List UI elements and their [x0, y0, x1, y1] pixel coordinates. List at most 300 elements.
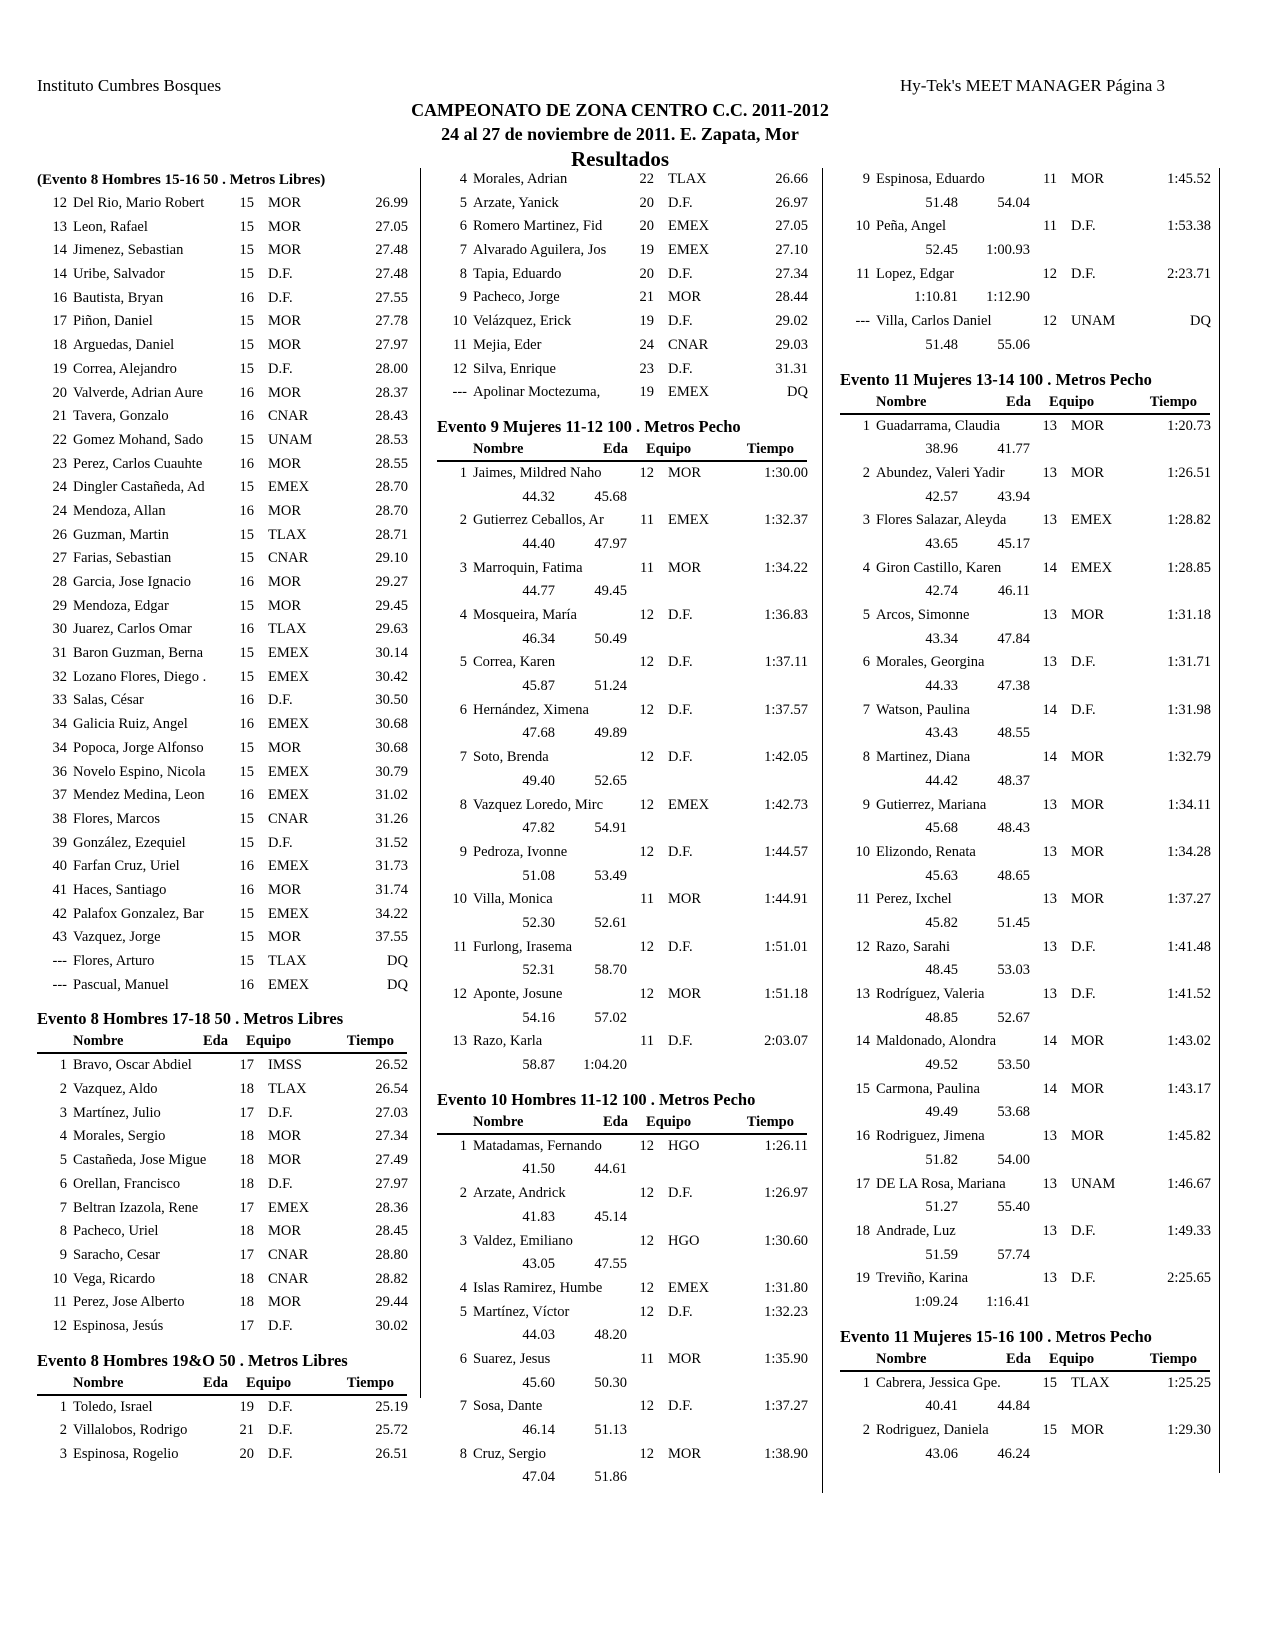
final-time: 29.63	[375, 621, 408, 638]
place: 5	[459, 1303, 467, 1320]
age: 18	[239, 1152, 254, 1169]
column-header-age: Eda	[203, 1374, 228, 1391]
split-time-100: 54.04	[997, 194, 1030, 211]
final-time: 28.55	[375, 455, 408, 472]
split-time-50: 51.48	[925, 336, 958, 353]
result-row	[437, 286, 807, 310]
swimmer-name: Jaimes, Mildred Naho	[473, 464, 602, 481]
split-time-50: 47.82	[522, 820, 555, 837]
split-time-50: 43.05	[522, 1256, 555, 1273]
place: 9	[59, 1246, 67, 1263]
split-time-50: 43.65	[925, 535, 958, 552]
age: 17	[239, 1317, 254, 1334]
swimmer-name: Valverde, Adrian Aure	[73, 384, 204, 401]
split-times-row	[840, 1149, 1210, 1173]
place: 7	[59, 1199, 67, 1216]
final-time: 29.02	[775, 313, 808, 330]
final-time: 1:37.27	[764, 1398, 808, 1415]
final-time: 1:46.67	[1167, 1175, 1211, 1192]
result-row	[37, 547, 407, 571]
split-time-50: 49.40	[522, 772, 555, 789]
team: EMEX	[268, 763, 310, 780]
split-times-row	[840, 1443, 1210, 1467]
place: 9	[459, 843, 467, 860]
place: ---	[452, 384, 467, 401]
team: TLAX	[268, 1081, 307, 1098]
age: 16	[239, 692, 254, 709]
swimmer-name: Pacheco, Jorge	[473, 289, 560, 306]
result-row	[37, 216, 407, 240]
place: 7	[459, 242, 467, 259]
age: 12	[639, 607, 654, 623]
split-times-row	[840, 1007, 1210, 1031]
age: 16	[239, 455, 254, 472]
swimmer-name: Apolinar Moctezuma,	[473, 384, 601, 401]
final-time: 30.79	[375, 763, 408, 780]
swimmer-name: Tavera, Gonzalo	[73, 408, 169, 425]
place: 16	[855, 1128, 870, 1145]
result-row	[37, 689, 407, 713]
final-time: 27.05	[775, 218, 808, 235]
place: 26	[52, 526, 67, 543]
place: 18	[855, 1222, 870, 1239]
place: 4	[459, 1279, 467, 1296]
result-row	[437, 168, 807, 192]
result-row	[437, 215, 807, 239]
team: D.F.	[668, 1398, 693, 1415]
team: EMEX	[268, 1199, 310, 1216]
final-time: 2:23.71	[1167, 265, 1211, 282]
result-row	[437, 192, 807, 216]
swimmer-name: Peña, Angel	[876, 218, 947, 235]
age: 13	[1042, 607, 1057, 623]
final-time: 1:37.11	[764, 654, 808, 671]
swimmer-name: Soto, Brenda	[473, 749, 549, 766]
place: 11	[856, 891, 870, 908]
split-time-50: 42.57	[925, 488, 958, 505]
result-row	[437, 794, 807, 818]
final-time: 28.82	[375, 1270, 408, 1287]
swimmer-name: Correa, Alejandro	[73, 360, 177, 377]
result-row	[840, 699, 1210, 723]
team: D.F.	[268, 834, 293, 851]
result-row	[437, 888, 807, 912]
event-title: Evento 11 Mujeres 13-14 100 . Metros Pecho	[840, 369, 1152, 389]
swimmer-name: DE LA Rosa, Mariana	[876, 1175, 1006, 1192]
result-row	[840, 462, 1210, 486]
split-times-row	[840, 334, 1210, 358]
result-row	[37, 192, 407, 216]
result-row	[37, 1291, 407, 1315]
result-row	[840, 794, 1210, 818]
team: TLAX	[268, 621, 307, 638]
team: D.F.	[268, 692, 293, 709]
event-title: Evento 8 Hombres 19&O 50 . Metros Libres	[37, 1350, 348, 1370]
age: 16	[239, 289, 254, 306]
final-time: 1:25.25	[1167, 1374, 1211, 1391]
split-time-50: 43.06	[925, 1445, 958, 1462]
swimmer-name: Gutierrez, Mariana	[876, 796, 987, 813]
result-row	[37, 950, 407, 974]
team: UNAM	[268, 431, 313, 448]
result-row	[37, 1419, 407, 1443]
final-time: 30.02	[375, 1317, 408, 1334]
result-row	[37, 1078, 407, 1102]
final-time: 27.97	[375, 1175, 408, 1192]
split-time-100: 54.91	[594, 820, 627, 837]
result-row	[37, 239, 407, 263]
age: 18	[239, 1175, 254, 1192]
team: MOR	[268, 1223, 302, 1240]
split-time-100: 49.89	[594, 725, 627, 742]
final-time: 1:43.02	[1167, 1033, 1211, 1050]
split-time-100: 1:16.41	[986, 1293, 1030, 1310]
split-times-row	[437, 628, 807, 652]
place: 3	[459, 1232, 467, 1249]
place: 10	[452, 891, 467, 908]
swimmer-name: Morales, Sergio	[73, 1128, 166, 1145]
swimmer-name: Martínez, Julio	[73, 1104, 161, 1121]
age: 16	[239, 976, 254, 993]
age: 15	[239, 834, 254, 851]
place: ---	[855, 313, 870, 330]
team: D.F.	[668, 654, 693, 671]
final-time: 31.02	[375, 787, 408, 804]
result-row	[37, 1220, 407, 1244]
split-times-row	[840, 1395, 1210, 1419]
age: 22	[639, 171, 654, 187]
final-time: 28.45	[375, 1223, 408, 1240]
split-times-row	[840, 486, 1210, 510]
final-time: 27.55	[375, 289, 408, 306]
final-time: 1:31.71	[1167, 654, 1211, 671]
swimmer-name: Farfan Cruz, Uriel	[73, 858, 180, 875]
place: 28	[52, 574, 67, 590]
place: 11	[856, 265, 870, 282]
split-times-row	[437, 1372, 807, 1396]
age: 15	[239, 218, 254, 235]
swimmer-name: Villa, Carlos Daniel	[876, 313, 992, 330]
swimmer-name: Espinosa, Rogelio	[73, 1446, 179, 1462]
split-time-100: 46.11	[997, 583, 1030, 600]
age: 13	[1042, 843, 1057, 860]
result-row	[437, 1230, 807, 1254]
result-row	[437, 381, 807, 405]
final-time: 28.70	[375, 502, 408, 519]
column-header-time: Tiempo	[746, 440, 794, 457]
split-time-50: 44.42	[925, 772, 958, 789]
age: 11	[1043, 218, 1057, 235]
team: EMEX	[268, 645, 310, 662]
age: 12	[639, 1137, 654, 1154]
team: D.F.	[668, 749, 693, 766]
result-row	[37, 358, 407, 382]
result-row	[840, 1419, 1210, 1443]
swimmer-name: Garcia, Jose Ignacio	[73, 574, 191, 590]
age: 17	[239, 1104, 254, 1121]
team: MOR	[268, 313, 302, 330]
result-row	[37, 1244, 407, 1268]
place: 14	[52, 242, 67, 259]
age: 21	[239, 1422, 254, 1439]
team: D.F.	[268, 1175, 293, 1192]
team: D.F.	[1071, 654, 1096, 671]
split-time-100: 48.65	[997, 867, 1030, 884]
place: 2	[459, 512, 467, 529]
age: 13	[1042, 891, 1057, 908]
place: 18	[52, 337, 67, 354]
place: 12	[52, 195, 67, 211]
result-row	[840, 841, 1210, 865]
team: D.F.	[268, 1422, 293, 1439]
result-row	[37, 1054, 407, 1078]
final-time: 27.48	[375, 266, 408, 283]
split-times-row	[437, 1158, 807, 1182]
split-times-row	[840, 1196, 1210, 1220]
team: EMEX	[668, 1279, 710, 1296]
team: MOR	[668, 1445, 702, 1462]
split-time-50: 48.85	[925, 1009, 958, 1026]
split-time-100: 55.40	[997, 1199, 1030, 1216]
final-time: 29.27	[375, 574, 408, 590]
split-time-100: 41.77	[997, 441, 1030, 458]
result-row	[437, 557, 807, 581]
column-header-team: Equipo	[1049, 1350, 1095, 1367]
column-header-time: Tiempo	[746, 1113, 794, 1130]
split-time-100: 53.50	[997, 1057, 1030, 1074]
age: 21	[639, 289, 654, 306]
team: D.F.	[268, 1398, 293, 1415]
age: 12	[639, 1232, 654, 1249]
place: 9	[862, 796, 870, 813]
column-header-row	[37, 1373, 407, 1396]
split-time-50: 45.82	[925, 914, 958, 931]
result-row	[37, 500, 407, 524]
column-header-team: Equipo	[646, 1113, 692, 1130]
split-times-row	[840, 628, 1210, 652]
team: CNAR	[268, 810, 309, 827]
age: 15	[239, 266, 254, 283]
final-time: 37.55	[375, 929, 408, 946]
split-time-100: 48.43	[997, 820, 1030, 837]
final-time: 1:34.11	[1167, 796, 1211, 813]
event-title: (Evento 8 Hombres 15-16 50 . Metros Libres)	[37, 172, 326, 188]
place: 5	[59, 1152, 67, 1169]
team: MOR	[1071, 607, 1105, 623]
result-row	[437, 1030, 807, 1054]
place: 10	[52, 1270, 67, 1287]
swimmer-name: Tapia, Eduardo	[473, 265, 562, 282]
split-time-100: 47.38	[997, 678, 1030, 695]
split-times-row	[840, 192, 1210, 216]
place: 7	[862, 701, 870, 718]
age: 12	[639, 654, 654, 671]
event-title: Evento 8 Hombres 17-18 50 . Metros Libres	[37, 1009, 344, 1029]
split-times-row	[840, 1054, 1210, 1078]
place: 7	[459, 749, 467, 766]
place: 1	[59, 1398, 67, 1415]
final-time: 1:53.38	[1167, 218, 1211, 235]
swimmer-name: Vazquez, Jorge	[73, 929, 161, 946]
result-row	[37, 1197, 407, 1221]
split-times-row	[437, 533, 807, 557]
age: 15	[239, 953, 254, 969]
team: EMEX	[268, 787, 310, 804]
header-software-page: Hy-Tek's MEET MANAGER Página 3	[899, 76, 1165, 95]
final-time: 31.31	[775, 360, 808, 377]
final-time: 1:34.22	[764, 559, 808, 576]
column-header-row	[37, 1031, 407, 1054]
event-title: Evento 10 Hombres 11-12 100 . Metros Pecho	[437, 1089, 756, 1109]
result-row	[37, 263, 407, 287]
team: CNAR	[668, 336, 709, 353]
split-time-50: 43.43	[925, 725, 958, 742]
place: 23	[52, 455, 67, 472]
split-times-row	[437, 959, 807, 983]
split-time-100: 44.61	[594, 1161, 627, 1178]
team: D.F.	[668, 313, 693, 330]
team: MOR	[1071, 464, 1105, 481]
final-time: 1:45.82	[1167, 1128, 1211, 1145]
team: MOR	[268, 1294, 302, 1311]
split-time-100: 1:00.93	[986, 242, 1030, 259]
place: 34	[52, 716, 67, 733]
result-row	[37, 618, 407, 642]
age: 13	[1042, 938, 1057, 955]
swimmer-name: Mosqueira, María	[473, 607, 577, 623]
split-time-100: 48.37	[997, 772, 1030, 789]
place: 10	[855, 218, 870, 235]
team: MOR	[668, 289, 702, 306]
split-times-row	[840, 239, 1210, 263]
age: 16	[239, 621, 254, 638]
split-times-row	[840, 675, 1210, 699]
place: 11	[453, 938, 467, 955]
place: 38	[52, 810, 67, 827]
split-time-50: 38.96	[925, 441, 958, 458]
swimmer-name: Uribe, Salvador	[73, 266, 165, 283]
place: 1	[862, 1374, 870, 1391]
swimmer-name: Abundez, Valeri Yadir	[876, 464, 1005, 481]
final-time: 27.78	[375, 313, 408, 330]
result-row	[37, 334, 407, 358]
place: 8	[459, 265, 467, 282]
results-column-2	[437, 168, 807, 1490]
age: 15	[1042, 1374, 1057, 1391]
result-row	[437, 358, 807, 382]
age: 18	[239, 1270, 254, 1287]
place: 2	[862, 464, 870, 481]
swimmer-name: Matadamas, Fernando	[473, 1137, 602, 1154]
result-row	[37, 524, 407, 548]
final-time: 28.43	[375, 408, 408, 425]
age: 17	[239, 1057, 254, 1074]
age: 12	[1042, 265, 1057, 282]
split-time-50: 41.50	[522, 1161, 555, 1178]
swimmer-name: Marroquin, Fatima	[473, 559, 583, 576]
swimmer-name: Watson, Paulina	[876, 701, 970, 718]
column-header-age: Eda	[1006, 1350, 1031, 1367]
swimmer-name: Perez, Jose Alberto	[73, 1294, 185, 1311]
result-row	[37, 429, 407, 453]
place: 14	[52, 266, 67, 283]
column-divider	[822, 168, 823, 1493]
age: 13	[1042, 986, 1057, 1002]
age: 15	[239, 668, 254, 685]
split-time-100: 58.70	[594, 962, 627, 979]
split-time-100: 1:04.20	[583, 1057, 627, 1074]
swimmer-name: Villalobos, Rodrigo	[73, 1422, 188, 1439]
age: 14	[1042, 1080, 1057, 1097]
age: 15	[239, 810, 254, 827]
team: D.F.	[268, 1104, 293, 1121]
event-title: Evento 11 Mujeres 15-16 100 . Metros Pecho	[840, 1326, 1152, 1346]
split-times-row	[840, 959, 1210, 983]
split-time-50: 40.41	[925, 1398, 958, 1415]
column-header-team: Equipo	[646, 440, 692, 457]
result-row	[840, 509, 1210, 533]
result-row	[437, 310, 807, 334]
column-header-row	[437, 1112, 807, 1135]
split-time-50: 44.40	[522, 535, 555, 552]
age: 18	[239, 1128, 254, 1145]
split-times-row	[840, 865, 1210, 889]
split-time-100: 45.68	[594, 488, 627, 505]
result-row	[37, 926, 407, 950]
team: EMEX	[268, 976, 310, 993]
place: 24	[52, 479, 67, 496]
age: 13	[1042, 1270, 1057, 1287]
place: 12	[452, 360, 467, 377]
place: 33	[52, 692, 67, 709]
team: EMEX	[268, 479, 310, 496]
result-row	[37, 595, 407, 619]
swimmer-name: Mendoza, Edgar	[73, 597, 169, 614]
split-time-100: 51.86	[594, 1469, 627, 1486]
column-header-name: Nombre	[73, 1374, 124, 1391]
team: UNAM	[1071, 1175, 1116, 1192]
age: 16	[239, 502, 254, 519]
split-time-50: 1:10.81	[914, 289, 958, 306]
final-time: 1:32.79	[1167, 749, 1211, 766]
swimmer-name: Furlong, Irasema	[473, 938, 573, 955]
place: 2	[862, 1422, 870, 1438]
split-time-100: 44.84	[997, 1398, 1030, 1415]
split-time-100: 55.06	[997, 336, 1030, 353]
team: MOR	[1071, 171, 1105, 187]
team: EMEX	[668, 242, 710, 259]
team: CNAR	[268, 550, 309, 567]
swimmer-name: Lopez, Edgar	[876, 265, 955, 282]
result-row	[437, 936, 807, 960]
team: MOR	[668, 464, 702, 481]
column-divider	[1219, 168, 1220, 1473]
split-times-row	[437, 1324, 807, 1348]
final-time: 1:36.83	[764, 607, 808, 623]
result-row	[37, 382, 407, 406]
split-time-50: 46.34	[522, 630, 555, 647]
split-times-row	[437, 580, 807, 604]
swimmer-name: Orellan, Francisco	[73, 1175, 181, 1192]
split-times-row	[437, 1206, 807, 1230]
final-time: 26.99	[375, 195, 408, 211]
split-time-100: 50.30	[594, 1374, 627, 1391]
result-row	[37, 1173, 407, 1197]
split-time-50: 58.87	[522, 1057, 555, 1074]
age: 16	[239, 574, 254, 590]
swimmer-name: Mendez Medina, Leon	[73, 787, 205, 804]
split-time-100: 47.84	[997, 630, 1030, 647]
